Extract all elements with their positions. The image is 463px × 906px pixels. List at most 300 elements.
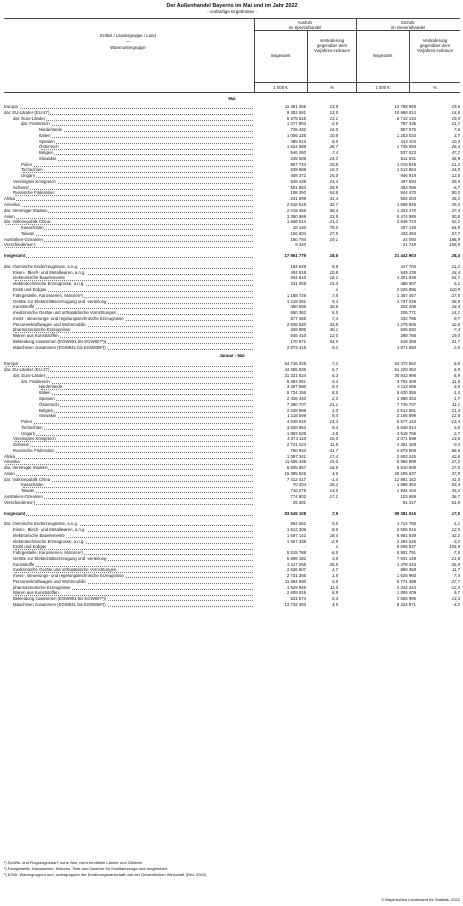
export-change: 6,3 <box>332 372 338 378</box>
row-label: Australien-Ozeanien <box>4 494 43 499</box>
export-change: 26,5 <box>329 561 338 567</box>
import-value: 2 505 916 <box>396 527 416 533</box>
import-change: 41,3 <box>451 476 460 482</box>
import-change: 61,8 <box>451 499 460 505</box>
import-value: 4 113 696 <box>397 384 416 390</box>
import-change: 21,2 <box>451 263 460 269</box>
row-label: dar. Frankreich <box>21 121 50 127</box>
import-change: 27,7 <box>451 578 460 584</box>
export-value: 70 404 <box>292 482 306 488</box>
row-label: Verschiedenes¹) <box>4 242 36 248</box>
import-change: 26,8 <box>451 561 460 567</box>
export-change: 16,0 <box>329 127 338 133</box>
export-value: 170 971 <box>290 338 306 344</box>
import-value: 787 335 <box>400 121 416 127</box>
import-value: 2 512 061 <box>396 407 416 413</box>
row-label: Belgien <box>39 407 54 413</box>
export-change: -2,9 <box>330 121 338 127</box>
export-change: 30,6 <box>329 304 338 310</box>
import-change: -13,4 <box>450 419 460 425</box>
import-value: 1 301 826 <box>396 275 416 281</box>
row-label: Taiwan <box>21 488 35 494</box>
export-value: 710 279 <box>290 488 306 494</box>
export-change: 21,2 <box>329 219 338 225</box>
export-value: 1 893 625 <box>286 430 306 436</box>
export-value: 11 684 590 <box>284 578 306 584</box>
export-value: 2 015 456 <box>286 207 306 213</box>
row-label: Waren aus Kunststoffen <box>13 590 59 596</box>
import-value: 5 474 985 <box>396 213 416 219</box>
einfuhr-header-line2: im Generalhandel <box>391 24 425 30</box>
row-label: pharmazeutische Erzeugnisse <box>13 584 71 590</box>
export-value: 31 321 024 <box>284 372 306 378</box>
export-value: 2 536 520 <box>286 321 306 327</box>
import-value: 6 956 809 <box>396 459 416 465</box>
export-change: 27,5 <box>329 230 338 236</box>
export-change: 33,7 <box>329 202 338 208</box>
export-change: -6,5 <box>330 550 338 556</box>
row-label: Slowakei <box>39 413 57 419</box>
import-value: 1 568 949 <box>396 202 416 208</box>
row-label: Personenkraftwagen und Wohnmobile <box>13 321 86 327</box>
export-change: 14,0 <box>329 488 338 494</box>
section-heading: Januar - Mai <box>219 353 245 359</box>
export-change: 9,3 <box>332 384 338 390</box>
export-value: 83 645 108 <box>284 510 306 516</box>
import-change: -12,3 <box>450 584 460 590</box>
import-value: 1 323 470 <box>396 207 416 213</box>
row-label: dar. EU-Länder (EU-27) <box>4 109 50 115</box>
export-change: 8,9 <box>332 590 338 596</box>
import-value: 2 565 995 <box>396 596 416 602</box>
page-subtitle: - vorläufige Ergebnisse - <box>207 9 257 14</box>
import-value: 1 737 028 <box>396 298 416 304</box>
export-value: 17 861 779 <box>284 253 306 259</box>
import-value: 9 224 871 <box>396 602 416 608</box>
import-value: 857 975 <box>400 127 416 133</box>
row-label: Eisen-, Blech- und Metallwaren, a.n.g. <box>13 269 86 275</box>
export-change: 18,1 <box>329 275 338 281</box>
row-label: mess-, steuerungs- und regelungstechnische Erzeugnisse <box>13 573 124 579</box>
import-change: 7,4 <box>454 573 460 579</box>
export-value: 11 605 435 <box>284 459 306 465</box>
import-value: 5 951 791 <box>396 550 416 556</box>
import-value: 12 881 162 <box>394 476 416 482</box>
import-value: 1 888 353 <box>396 482 416 488</box>
ausfuhr-unit: 1 000 € <box>273 85 288 90</box>
import-change: 86,6 <box>451 447 460 453</box>
export-value: 577 466 <box>290 315 306 321</box>
export-change: . <box>336 242 338 248</box>
export-change: 15,0 <box>329 459 338 465</box>
export-value: 2 426 440 <box>286 395 306 401</box>
import-value: 1 253 033 <box>396 132 416 138</box>
row-label: Personenkraftwagen und Wohnmobile <box>13 578 86 584</box>
export-value: 15 395 825 <box>284 470 306 476</box>
export-value: 2 609 915 <box>286 590 306 596</box>
export-value: 1 077 864 <box>286 121 306 127</box>
export-value: 8 935 957 <box>286 465 306 471</box>
ausfuhr-veraenderung-header: Veränderung gegenüber dem Vorjahres-zeitraum <box>313 38 351 53</box>
export-value: 5 896 192 <box>286 555 306 561</box>
row-label: Fahrgestelle, Karosserien, Motoren²) <box>13 292 83 298</box>
import-change: 37,4 <box>451 207 460 213</box>
einfuhr-veraenderung-header: Veränderung gegenüber dem Vorjahres-zeitraum <box>416 38 454 53</box>
import-change: 36,7 <box>451 494 460 499</box>
export-change: 31,4 <box>329 196 338 202</box>
table-row <box>4 242 460 248</box>
export-change: 18,4 <box>329 532 338 538</box>
import-change: 17,0 <box>451 510 460 516</box>
import-change: -7,0 <box>452 550 460 556</box>
import-value: 1 512 864 <box>396 167 416 173</box>
export-value: 1 668 014 <box>286 219 306 225</box>
import-value: 4 518 755 <box>396 430 416 436</box>
export-value: 1 218 281 <box>286 298 306 304</box>
export-value: 1 557 338 <box>286 538 306 544</box>
row-label: Österreich <box>39 144 59 150</box>
import-change: 52,2 <box>451 219 460 225</box>
import-value: 944 470 <box>400 190 416 196</box>
export-change: 26,2 <box>329 482 338 488</box>
row-label: Verschiedenes¹) <box>4 499 36 505</box>
row-label: Fahrgestelle, Karosserien, Motoren²) <box>13 550 83 556</box>
row-label: Russische Föderation <box>13 447 55 453</box>
import-value: 81 317 <box>402 499 416 505</box>
import-value: 433 453 <box>400 230 416 236</box>
import-change: 13,3 <box>451 596 460 602</box>
import-value: 1 019 819 <box>396 161 416 167</box>
stub-header-line3: Warenuntergruppe <box>110 45 146 50</box>
page-title: Der Außenhandel Bayerns im Mai und im Jahr 2022 <box>166 3 298 9</box>
export-value: 25 381 <box>292 499 306 505</box>
export-change: 28,5 <box>329 184 338 190</box>
row-label: Bekleidung zusammen (EGW801 bis EGW807³)) <box>13 338 107 344</box>
export-change: 21,1 <box>329 401 338 407</box>
import-change: 12,0 <box>451 173 460 179</box>
import-value: 30 843 996 <box>394 372 416 378</box>
import-change: 42,8 <box>451 321 460 327</box>
row-label: Amerika <box>4 459 20 465</box>
import-change: 11,7 <box>451 567 460 573</box>
import-change: 10,3 <box>451 138 460 144</box>
row-label: Europa <box>4 104 18 109</box>
row-label: Kunststoffe <box>13 561 35 567</box>
export-change: 11,0 <box>329 584 338 590</box>
export-value: 546 410 <box>290 333 306 339</box>
import-value: 322 206 <box>400 304 416 310</box>
table-row <box>4 602 460 608</box>
export-change: -1,4 <box>330 476 338 482</box>
export-change: -2,9 <box>330 538 338 544</box>
row-label: Geräte zur Elektrizitätserzeugung und -verteilung <box>13 555 107 561</box>
row-label: Kasachstan <box>21 225 44 231</box>
row-label: Kasachstan <box>21 482 44 488</box>
export-change: 1,0 <box>332 407 338 413</box>
import-value: 511 931 <box>400 155 416 161</box>
row-label: Kunststoffe <box>13 304 35 310</box>
table-header <box>4 18 460 93</box>
export-value: 1 624 588 <box>286 144 306 150</box>
ausfuhr-pct-unit: % <box>330 85 334 90</box>
import-value: 1 735 093 <box>396 144 416 150</box>
import-value: 398 788 <box>400 333 416 339</box>
import-change: 186,9 <box>449 236 460 242</box>
row-label: Niederlande <box>39 384 63 390</box>
import-value: 1 275 905 <box>396 321 416 327</box>
row-label: Erdöl und Erdgas <box>13 286 47 292</box>
export-change: 18,6 <box>329 253 338 259</box>
export-value: 546 260 <box>290 150 306 156</box>
export-change: 8,0 <box>332 527 338 533</box>
row-label: dar. chemische Enderzeugnisse, a.n.g. <box>4 263 79 269</box>
import-value: 3 702 308 <box>396 378 416 384</box>
import-value: 1 625 960 <box>396 573 416 579</box>
import-change: 18,4 <box>451 269 460 275</box>
import-value: 7 745 707 <box>396 401 416 407</box>
import-value: 5 910 608 <box>396 465 416 471</box>
row-label: elektrotechnische Erzeugnisse, a.n.g. <box>13 538 85 544</box>
export-change: -3,8 <box>330 578 338 584</box>
import-value: 549 139 <box>400 269 416 275</box>
row-label: Amerika <box>4 202 20 208</box>
export-value: 344 910 <box>290 275 306 281</box>
import-value: 483 086 <box>400 184 416 190</box>
row-label: Insgesamt <box>4 253 26 259</box>
export-change: 40,1 <box>329 327 338 333</box>
import-change: 2,0 <box>454 344 460 350</box>
import-change: -3,2 <box>452 538 460 544</box>
export-change: 10,3 <box>329 436 338 442</box>
import-change: -5,7 <box>452 184 460 190</box>
import-change: 3,8 <box>454 424 460 430</box>
export-value: 5 734 156 <box>286 390 306 396</box>
import-value: 5 961 939 <box>396 532 416 538</box>
import-change: 46,9 <box>451 155 460 161</box>
export-value: 2 628 888 <box>286 407 306 413</box>
import-change: -1,1 <box>452 521 460 527</box>
export-change: 8,5 <box>332 310 338 316</box>
export-change: 9,8 <box>332 263 338 269</box>
export-change: 4,5 <box>332 602 338 608</box>
import-change: 21,7 <box>451 121 460 127</box>
export-value: 7 412 417 <box>286 476 306 482</box>
export-change: 33,8 <box>329 321 338 327</box>
import-change: 45,2 <box>451 488 460 494</box>
import-change: -1,7 <box>452 395 460 401</box>
import-value: 51 220 362 <box>394 367 416 373</box>
table-body <box>4 93 460 608</box>
import-change: 64,9 <box>451 225 460 231</box>
import-change: 19,4 <box>451 115 460 121</box>
row-label: Österreich <box>39 401 59 407</box>
export-change: x <box>335 286 338 292</box>
import-value: 99 381 615 <box>394 510 416 516</box>
export-change: 17,4 <box>329 453 338 459</box>
export-change: 12,0 <box>329 333 338 339</box>
import-change: 27,2 <box>451 459 460 465</box>
export-change: 7,4 <box>332 150 338 156</box>
import-value: 6 712 134 <box>396 115 416 121</box>
export-value: - <box>304 544 306 550</box>
import-change: 28,4 <box>451 253 460 259</box>
export-value: 760 933 <box>290 447 306 453</box>
einfuhr-pct-unit: % <box>433 85 437 90</box>
row-label: Slowakei <box>39 155 57 161</box>
import-value: 959 458 <box>400 567 416 573</box>
import-change: 27,0 <box>451 465 460 471</box>
export-change: 13,5 <box>329 109 338 115</box>
export-value: 774 802 <box>290 494 306 499</box>
row-label: Asien <box>4 470 15 476</box>
row-label: dar. Euro-Länder <box>13 372 46 378</box>
import-change: 12,6 <box>451 413 460 419</box>
import-change: 31,7 <box>451 338 460 344</box>
einfuhr-header <box>356 20 460 30</box>
export-change: . <box>336 499 338 505</box>
import-change: 19,0 <box>451 333 460 339</box>
import-value: 2 351 159 <box>396 442 416 448</box>
export-change: 16,9 <box>329 465 338 471</box>
export-value: 44 285 835 <box>284 367 306 373</box>
import-change: 14,6 <box>451 109 460 115</box>
export-value: 2 721 224 <box>286 442 306 448</box>
export-change: 9,4 <box>332 424 338 430</box>
row-label: Polen <box>21 161 32 167</box>
export-value: 848 438 <box>290 178 306 184</box>
import-value: 458 607 <box>400 281 416 287</box>
ausfuhr-header-line2: im Spezialhandel <box>288 24 322 30</box>
ausfuhr-header <box>254 20 356 30</box>
row-label: Vereinigtes Königreich <box>13 178 56 184</box>
footnotes <box>4 860 460 902</box>
report-page <box>4 3 460 608</box>
import-change: 37,9 <box>451 470 460 476</box>
export-value: 160 794 <box>290 236 306 242</box>
import-value: 6 648 914 <box>396 424 416 430</box>
row-label: mess-, steuerungs- und regelungstechnische Erzeugnisse <box>13 315 124 321</box>
export-value: 2 731 285 <box>286 573 306 579</box>
table-row <box>4 500 460 506</box>
import-change: 38,8 <box>451 298 460 304</box>
export-change: 6,0 <box>332 138 338 144</box>
einfuhr-unit: 1 000 € <box>375 85 390 90</box>
row-label: Taiwan <box>21 230 35 236</box>
row-label: Insgesamt <box>4 510 26 516</box>
export-value: 156 604 <box>290 230 306 236</box>
export-change: 11,8 <box>329 442 338 448</box>
einfuhr-insgesamt-header: Insgesamt <box>372 53 393 58</box>
export-change: 7,2 <box>332 361 338 367</box>
row-label: Tschechien <box>21 167 43 173</box>
credit: © Bayerisches Landesamt für Statistik, 2022 <box>381 897 460 902</box>
footnote-3: ³) EGW: Warengruppen und -untergruppen der Ernährungswirtschaft und der Gewerblichen Wirtschaft (Rev. 2002). <box>4 872 208 878</box>
stub-header-line2: — <box>125 39 131 44</box>
export-value: 1 697 142 <box>286 532 306 538</box>
export-change: 9,2 <box>332 344 338 350</box>
import-change: 57,7 <box>451 230 460 236</box>
export-value: 725 432 <box>290 127 306 133</box>
import-change: 12,5 <box>451 527 460 533</box>
export-change: 3,8 <box>332 555 338 561</box>
import-value: 2 603 245 <box>396 453 416 459</box>
import-value: 10 968 914 <box>394 109 416 115</box>
export-change: 78,0 <box>329 225 338 231</box>
import-change: 18,4 <box>451 304 460 310</box>
export-value: - <box>304 286 306 292</box>
export-value: 245 506 <box>290 155 306 161</box>
row-label: Ungarn <box>21 173 36 179</box>
import-change: 13,6 <box>451 436 460 442</box>
import-value: 407 148 <box>400 225 416 231</box>
import-value: 5 771 398 <box>396 578 416 584</box>
import-change: 106,8 <box>449 242 460 248</box>
export-value: 2 618 618 <box>286 202 306 208</box>
export-change: -3,4 <box>330 378 338 384</box>
import-change: 47,2 <box>451 150 460 156</box>
export-value: 1 006 125 <box>286 132 306 138</box>
export-value: 13 732 393 <box>284 602 306 608</box>
row-label: Polen <box>21 419 32 425</box>
export-change: 24,2 <box>329 155 338 161</box>
row-label: Vereinigtes Königreich <box>13 436 56 442</box>
row-label: Spanien <box>39 395 55 401</box>
import-value: 103 659 <box>400 494 416 499</box>
import-change: 39,3 <box>451 178 460 184</box>
row-label: dar. EU-Länder (EU-27) <box>4 367 50 373</box>
import-change: 39,3 <box>451 202 460 208</box>
export-value: 184 649 <box>290 263 306 269</box>
export-value: 4 374 110 <box>287 436 306 442</box>
row-label: pharmazeutische Erzeugnisse <box>13 327 71 333</box>
export-change: 10,3 <box>329 167 338 173</box>
row-label: Niederlande <box>39 127 63 133</box>
export-change: 10,8 <box>329 132 338 138</box>
import-change: 42,2 <box>451 532 460 538</box>
import-value: 1 898 333 <box>396 395 416 401</box>
export-value: 1 118 599 <box>287 413 306 419</box>
import-value: 21 442 903 <box>394 253 416 259</box>
import-value: 1 357 457 <box>396 292 416 298</box>
export-value: 3 407 680 <box>286 384 306 390</box>
import-value: 526 592 <box>400 327 416 333</box>
import-value: 1 478 423 <box>396 561 416 567</box>
row-label: medizinische Geräte und orthopädische Vorrichtungen <box>13 310 117 316</box>
export-change: 23,9 <box>329 213 338 219</box>
export-change: 15,0 <box>329 173 338 179</box>
import-value: 1 714 760 <box>396 521 416 527</box>
export-value: 2 626 607 <box>286 567 306 573</box>
export-change: 14,3 <box>329 419 338 425</box>
import-change: 19,6 <box>451 104 460 109</box>
row-label: elektronische Bauelemente <box>13 275 65 281</box>
row-label: elektrotechnische Erzeugnisse, a.n.g. <box>13 281 85 287</box>
export-change: 13,1 <box>329 115 338 121</box>
row-label: elektronische Bauelemente <box>13 532 65 538</box>
row-label: Maschinen zusammen (EGW841 bis EGW859³)) <box>13 344 106 350</box>
import-value: 5 630 355 <box>396 390 416 396</box>
export-change: 36,4 <box>329 207 338 213</box>
export-value: 6 579 516 <box>286 115 306 121</box>
export-value: 3 028 964 <box>286 424 306 430</box>
export-change: 8,5 <box>332 390 338 396</box>
row-label: Europa <box>4 361 18 367</box>
import-change: 27,5 <box>451 292 460 298</box>
row-label: dar. Volksrepublik China <box>4 219 51 225</box>
export-value: 639 688 <box>290 167 306 173</box>
export-value: 550 362 <box>290 310 306 316</box>
row-label: Eisen-, Blech- und Metallwaren, a.n.g. <box>13 527 86 533</box>
